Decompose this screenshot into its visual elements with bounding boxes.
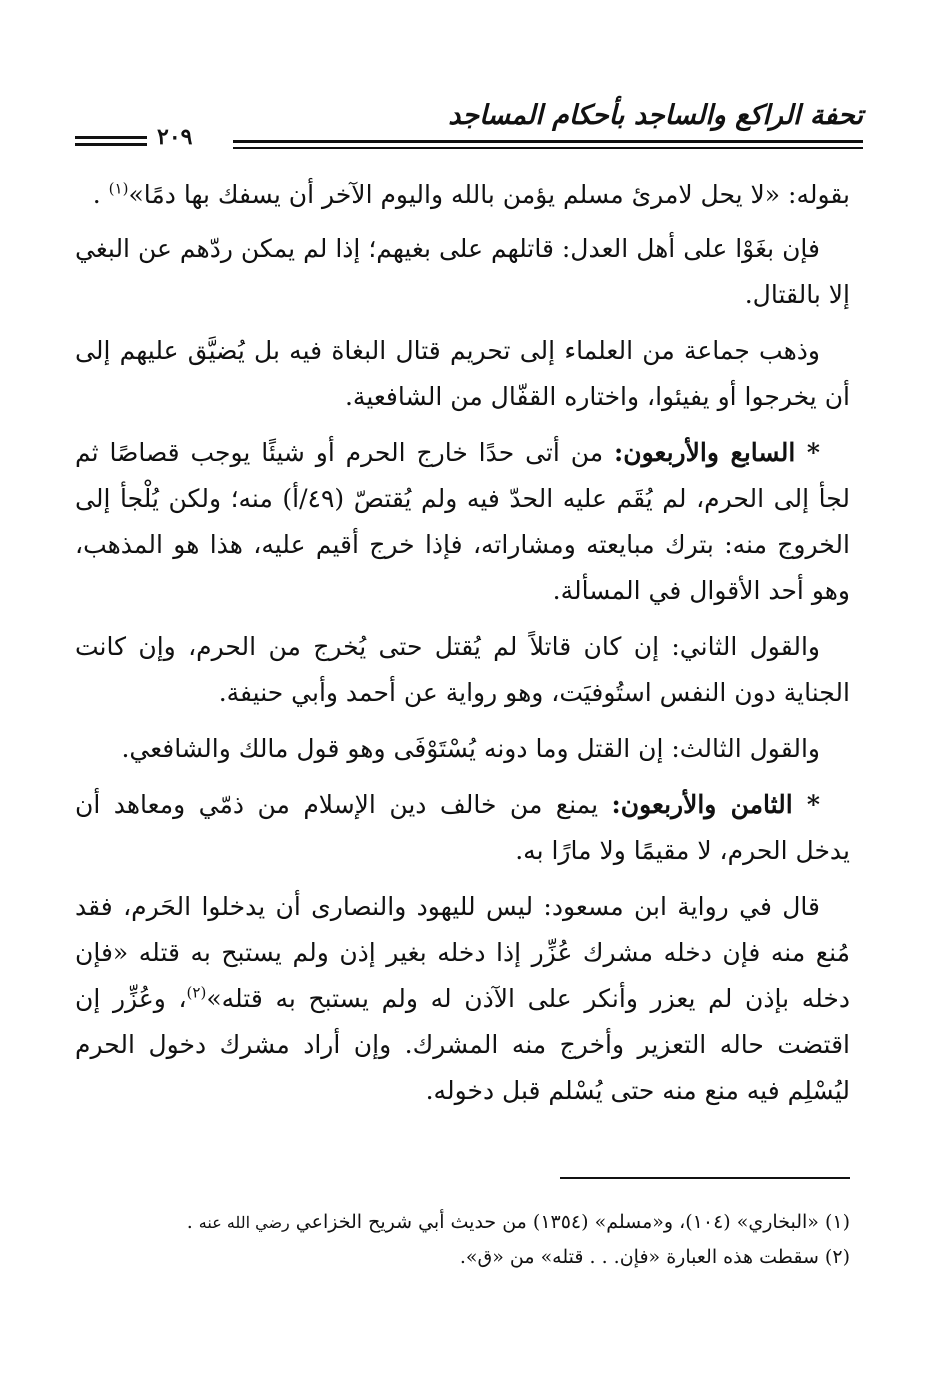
paragraph-1-end: . [92,180,109,209]
honorific-seal: رضي الله عنه [198,1213,290,1232]
section-heading-47: * السابع والأربعون: [614,438,820,467]
header-rule-left-top [75,136,147,139]
header-rule-left-bottom [75,143,147,146]
paragraph-4-text: من أتى حدًا خارج الحرم أو شيئًا يوجب قصاصًا ثم لجأ إلى الحرم، لم يُقَم عليه الحدّ فيه ولم يُقتصّ (٤٩/أ) منه؛ ولكن يُلْجأ إلى الخروج منه: بترك مبايعته ومشاراته، فإذا خرج أقيم عليه، هذا هو المذهب، وهو أحد الأقوال في المسألة. [75,438,850,605]
book-title: تحفة الراكع والساجد بأحكام المساجد [448,100,863,131]
paragraph-5: والقول الثاني: إن كان قاتلاً لم يُقتل حتى يُخرج من الحرم، وإن كانت الجناية دون النفس استُوفيَت، وهو رواية عن أحمد وأبي حنيفة. [75,632,850,707]
footnote-ref-1: (١) [108,179,129,198]
paragraph-3: وذهب جماعة من العلماء إلى تحريم قتال البغاة فيه بل يُضيَّق عليهم إلى أن يخرجوا أو يفيئوا، واختاره القفّال من الشافعية. [75,336,850,411]
paragraph-1-text: بقوله: «لا يحل لامرئ مسلم يؤمن بالله واليوم الآخر أن يسفك بها دمًا» [128,180,850,209]
paragraph-2: فإن بغَوْا على أهل العدل: قاتلهم على بغيهم؛ إذا لم يمكن ردّهم عن البغي إلا بالقتال. [75,234,850,309]
footnote-separator [560,1177,850,1179]
footnote-1 [75,1205,850,1240]
header-rule-right-bottom [233,147,863,149]
paragraph-8-text-b: ، وعُزِّر إن اقتضت حاله التعزير وأخرج منه المشرك. وإن أراد مشرك دخول الحرم ليُسْلِم فيه منع منه حتى يُسْلم قبل دخوله. [75,984,850,1105]
paragraph-1 [75,172,850,218]
paragraph-8-text-a: قال في رواية ابن مسعود: ليس لليهود والنصارى أن يدخلوا الحَرم، فقد مُنع منه فإن دخله مشرك عُزِّر إذا دخله بغير إذن ولم يستبح به قتله «فإن دخله بإذن لم يعزر وأنكر على الآذن له ولم يستبح به قتله» [75,892,850,1013]
page-header [75,100,863,160]
paragraph-4 [75,430,850,614]
footnote-2: (٢) سقطت هذه العبارة «فإن. . . قتله» من «ق». [459,1246,850,1268]
footnotes [75,1205,850,1274]
paragraph-7-text: يمنع من خالف دين الإسلام من ذمّي ومعاهد أن يدخل الحرم، لا مقيمًا ولا مارًا به. [75,790,850,865]
header-rule-right-top [233,140,863,143]
paragraph-8 [75,884,850,1114]
section-heading-48: * الثامن والأربعون: [611,790,821,819]
paragraph-6: والقول الثالث: إن القتل وما دونه يُسْتَوْفَى وهو قول مالك والشافعي. [121,734,820,763]
footnote-ref-2: (٢) [186,983,207,1002]
main-text [75,172,850,1124]
footnote-1-end: . [186,1211,199,1233]
footnote-1-text: (١) «البخاري» (١٠٤)، و«مسلم» (١٣٥٤) من حديث أبي شريح الخزاعي [295,1211,850,1233]
paragraph-7 [75,782,850,874]
page-number: ٢٠٩ [157,124,193,150]
